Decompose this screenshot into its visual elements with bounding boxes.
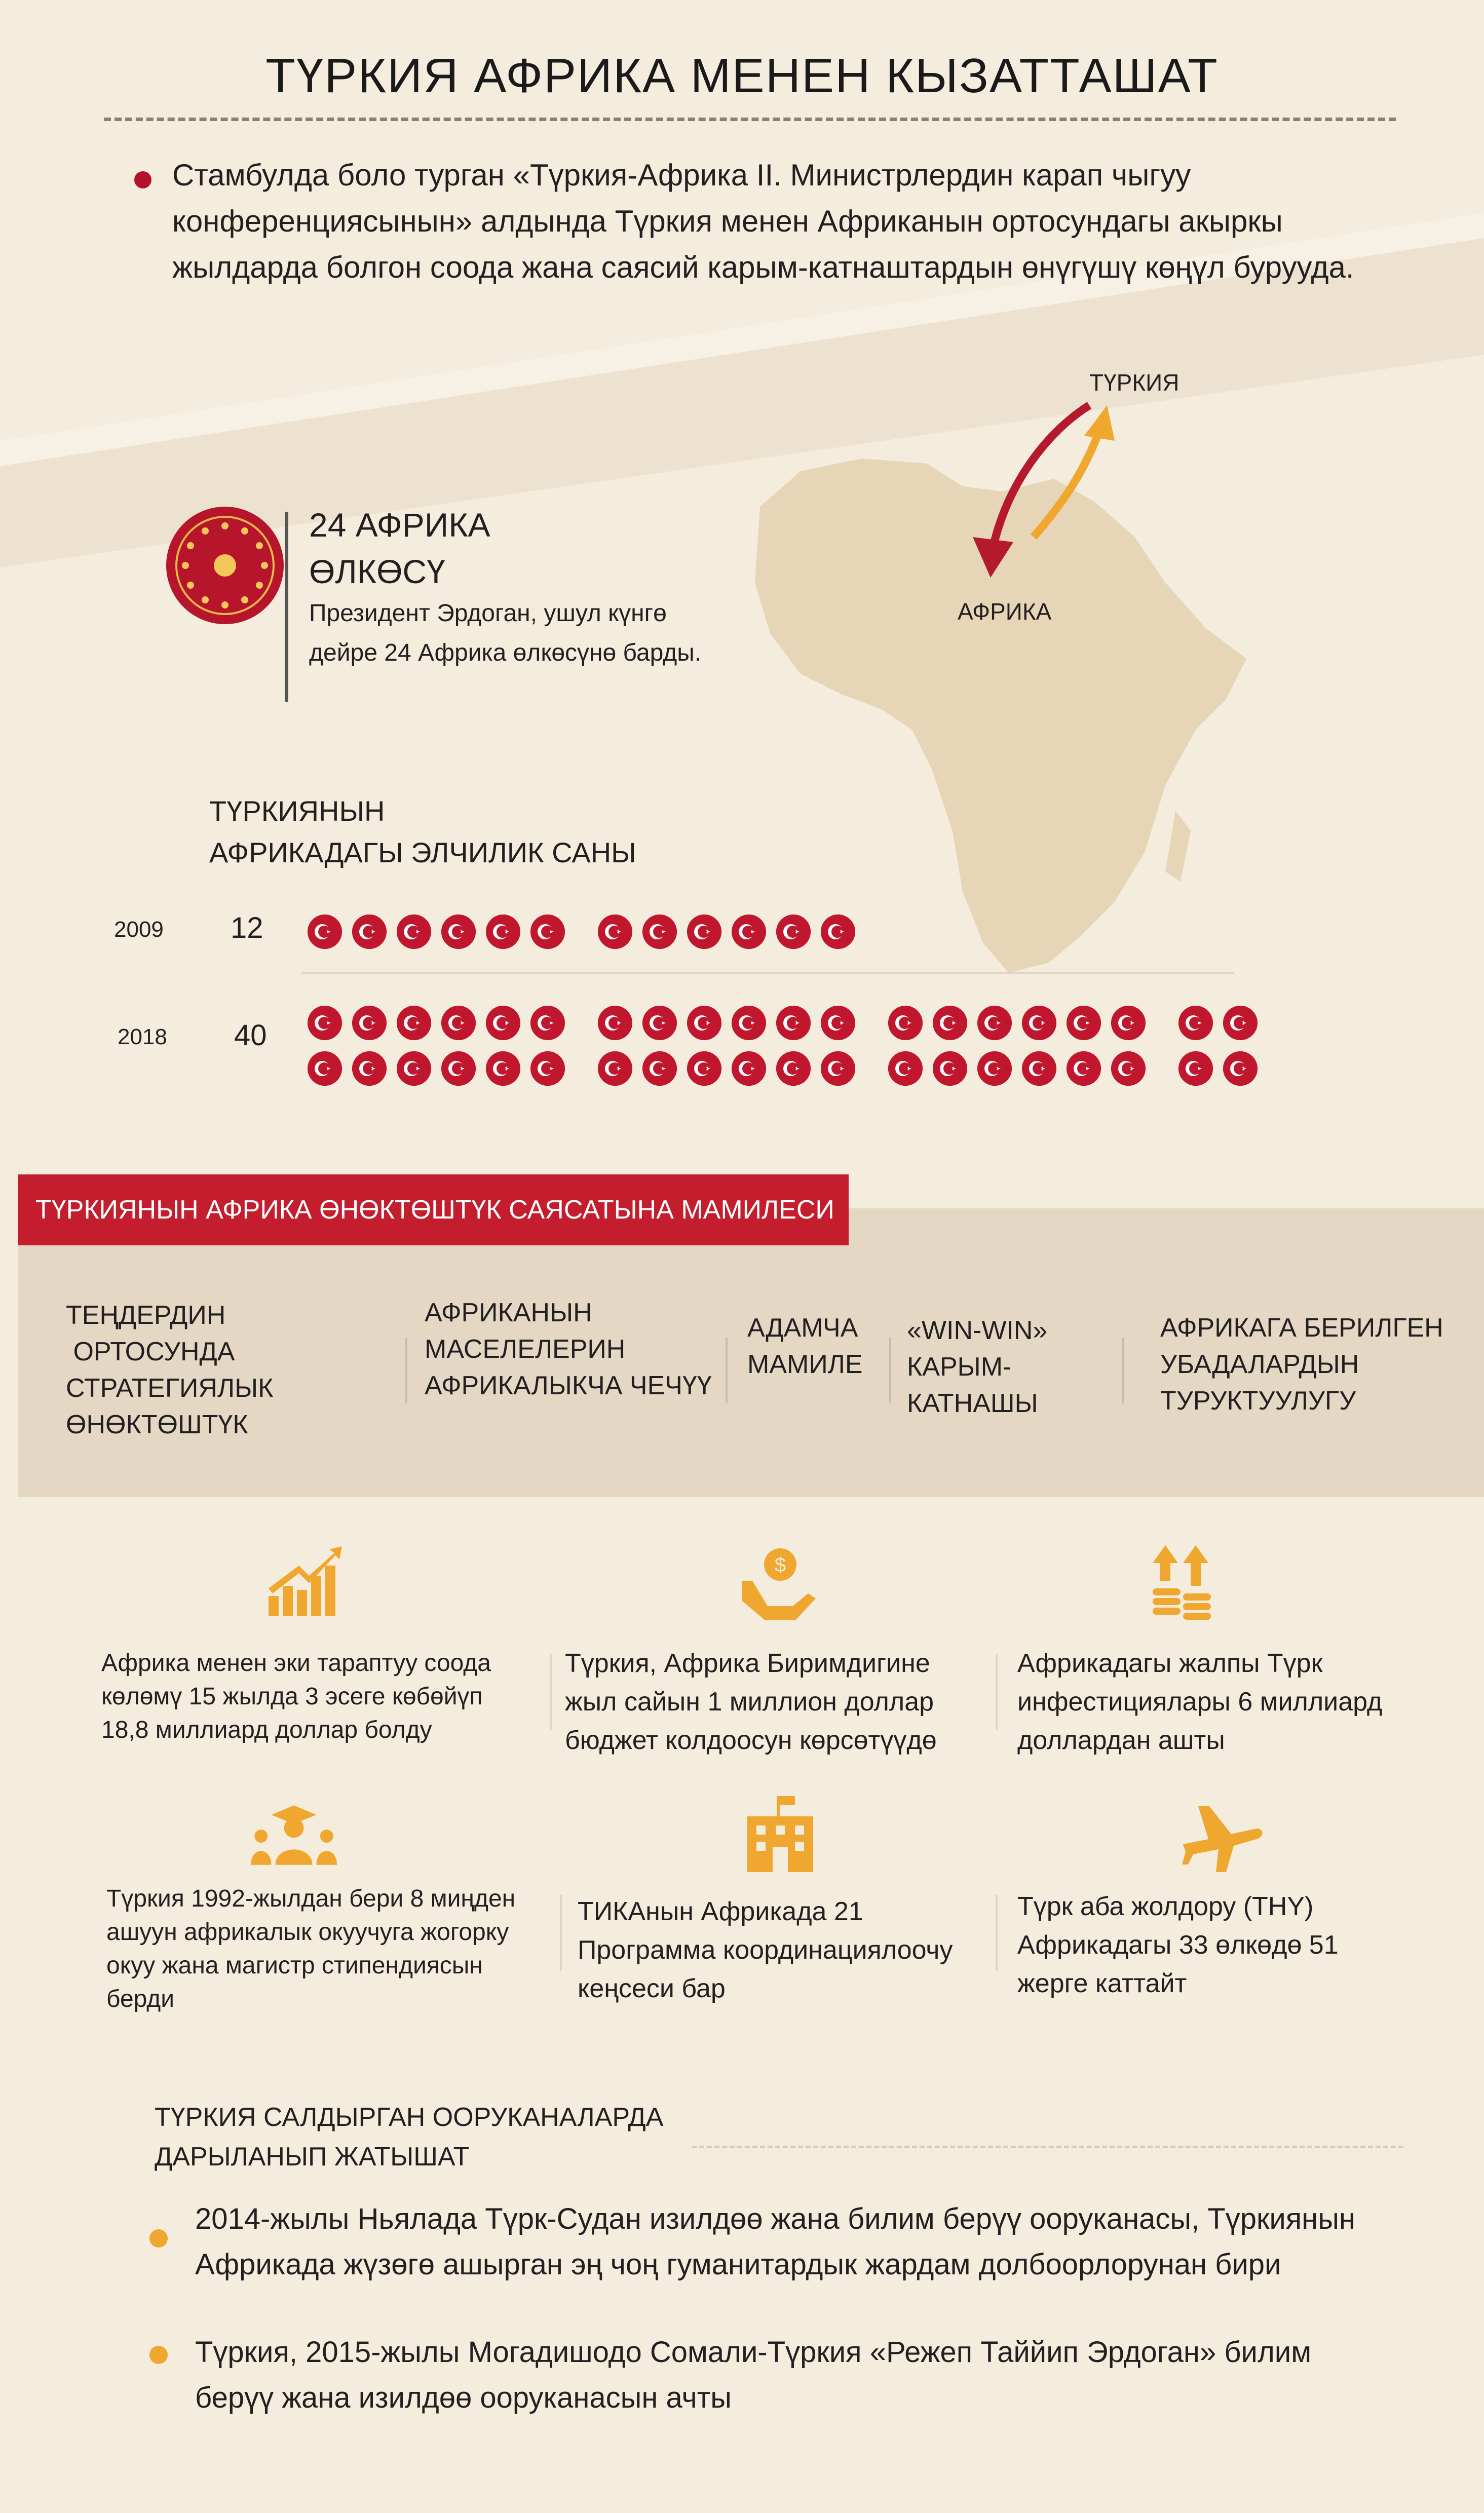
turkey-flag-icon — [888, 1051, 923, 1086]
hospitals-title-line2: ДАРЫЛАНЫП ЖАТЫШАТ — [155, 2142, 470, 2172]
turkey-flag-icon — [352, 1006, 387, 1040]
principle-separator — [726, 1338, 728, 1403]
hospital-item-2 — [195, 2330, 1311, 2421]
airplane-icon — [1178, 1796, 1264, 1872]
turkey-flag-icon — [1178, 1051, 1213, 1086]
hospitals-divider — [692, 2146, 1403, 2148]
count-2018: 40 — [234, 1019, 267, 1052]
fact-investment-line2: инфестициялары 6 миллиард — [1017, 1687, 1383, 1717]
fact-tika-line1: ТИКАнын Африкада 21 — [578, 1897, 863, 1926]
turkey-flag-icon — [687, 1051, 721, 1086]
principle-2-line3: АФРИКАЛЫКЧА ЧЕЧҮҮ — [425, 1371, 712, 1400]
turkey-flag-icon — [977, 1006, 1012, 1040]
turkey-flag-icon — [1067, 1051, 1101, 1086]
turkey-flag-icon — [397, 1006, 431, 1040]
principle-5-line2: УБАДАЛАРДЫН — [1160, 1350, 1359, 1379]
principle-1-line1: ТЕҢДЕРДИН — [66, 1301, 226, 1330]
principle-2-line2: МАСЕЛЕЛЕРИН — [425, 1335, 626, 1364]
fact-separator — [996, 1895, 998, 1971]
money-hand-icon — [737, 1545, 823, 1621]
fact-scholarship-line3: окуу жана магистр стипендиясын — [106, 1952, 483, 1979]
principle-4-line2: КАРЫМ- — [907, 1352, 1012, 1382]
intro-text: Стамбулда боло турган «Түркия-Африка II. Министрлердин карап чыгуу конференциясынын» алдында Түркия менен Африканын ортосундагы акыркы жылдарда болгон соода жана саясий карым-катнаштардын өнүгүшү көңүл буруудa. — [172, 158, 1354, 284]
divider-bar — [285, 512, 288, 702]
hospital-item-1-line2: Африкада жүзөгө ашырган эң чоң гуманитардык жардам долбоорлорунан бири — [195, 2248, 1281, 2281]
turkey-flag-icon — [821, 915, 855, 949]
turkey-flag-icon — [1067, 1006, 1101, 1040]
policy-banner: ТҮРКИЯНЫН АФРИКА ӨНӨКТӨШТҮК САЯСАТЫНА МАМИЛЕСИ — [18, 1174, 849, 1245]
office-building-icon — [737, 1796, 823, 1872]
embassies-title-line1: ТҮРКИЯНЫН — [209, 795, 385, 827]
turkey-flag-icon — [352, 1051, 387, 1086]
turkey-flag-icon — [1022, 1051, 1056, 1086]
principle-5 — [1160, 1310, 1443, 1419]
turkey-flag-icon — [530, 1051, 565, 1086]
fact-tika — [578, 1892, 953, 2008]
turkey-flag-icon — [821, 1006, 855, 1040]
countries-headline-line1: 24 АФРИКА — [309, 506, 490, 544]
principle-1 — [66, 1297, 273, 1443]
growth-chart-icon — [258, 1545, 345, 1621]
year-2018: 2018 — [118, 1024, 167, 1049]
countries-desc-line1: Президент Эрдоган, ушул күнгө — [309, 600, 667, 627]
fact-investment-line3: доллардан ашты — [1017, 1726, 1225, 1755]
year-2009: 2009 — [114, 917, 164, 942]
fact-separator — [996, 1654, 998, 1730]
fact-trade-line2: көлөмү 15 жылда 3 эсеге көбөйүп — [101, 1683, 483, 1710]
principle-4-line1: «WIN-WIN» — [907, 1316, 1048, 1345]
turkey-flag-icon — [598, 1051, 632, 1086]
countries-headline — [309, 502, 490, 595]
principle-1-line3: СТРАТЕГИЯЛЫК — [66, 1374, 274, 1403]
fact-trade-line1: Африка менен эки тараптуу соода — [101, 1650, 491, 1677]
turkey-flag-icon — [732, 915, 766, 949]
fact-scholarship-line4: берди — [106, 1986, 175, 2012]
fact-scholarship — [106, 1882, 515, 2016]
turkey-flag-icon — [441, 915, 476, 949]
principle-3-line1: АДАМЧА — [747, 1313, 858, 1343]
hospitals-title — [155, 2098, 663, 2177]
countries-description — [309, 594, 795, 673]
fact-thy-line3: жерге каттайт — [1017, 1969, 1187, 1998]
turkey-flag-icon — [486, 1051, 520, 1086]
embassies-title — [209, 790, 636, 873]
turkey-flag-icon — [642, 1006, 677, 1040]
turkey-flag-icon — [441, 1051, 476, 1086]
principle-3 — [747, 1310, 863, 1383]
turkey-flag-icon — [888, 1006, 923, 1040]
turkey-flag-icon — [1022, 1006, 1056, 1040]
turkey-flag-icon — [397, 1051, 431, 1086]
turkey-flag-icon — [397, 915, 431, 949]
fact-trade — [101, 1647, 491, 1747]
embassy-row-divider — [301, 972, 1234, 974]
hospital-item-2-line2: берүү жана изилдөө ооруканасын ачты — [195, 2381, 732, 2414]
turkey-flag-icon — [776, 1006, 811, 1040]
fact-thy — [1017, 1887, 1339, 2003]
principle-separator — [405, 1338, 407, 1403]
turkey-flag-icon — [687, 915, 721, 949]
principle-4 — [907, 1312, 1047, 1422]
bullet-icon — [149, 2229, 168, 2248]
fact-separator — [560, 1895, 562, 1971]
fact-thy-line2: Африкадагы 33 өлкөдө 51 — [1017, 1930, 1339, 1960]
turkey-flag-icon — [977, 1051, 1012, 1086]
turkey-flag-icon — [687, 1006, 721, 1040]
coins-investment-icon — [1137, 1545, 1224, 1621]
fact-tika-line3: кеңсеси бар — [578, 1974, 726, 2003]
turkey-flag-icon — [821, 1051, 855, 1086]
principle-5-line3: ТУРУКТУУЛУГУ — [1160, 1386, 1356, 1416]
principle-2 — [425, 1294, 712, 1404]
fact-separator — [550, 1654, 552, 1730]
turkey-flag-icon — [933, 1006, 967, 1040]
countries-desc-line2: дейре 24 Африка өлкөсүнө барды. — [309, 639, 702, 666]
turkey-flag-icon — [441, 1006, 476, 1040]
label-africa: АФРИКА — [958, 598, 1052, 625]
turkey-flag-icon — [1178, 1006, 1213, 1040]
graduate-students-icon — [251, 1796, 337, 1872]
fact-budget-line3: бюджет колдоосун көрсөтүүдө — [565, 1726, 937, 1755]
turkey-flag-icon — [530, 1006, 565, 1040]
fact-thy-line1: Түрк аба жолдору (THY) — [1017, 1892, 1314, 1921]
hospitals-title-line1: ТҮРКИЯ САЛДЫРГАН ООРУКАНАЛАРДА — [155, 2103, 664, 2132]
turkey-flag-icon — [933, 1051, 967, 1086]
fact-tika-line2: Программа координациялоочу — [578, 1935, 953, 1965]
principle-1-line4: ӨНӨКТӨШТҮК — [66, 1410, 248, 1439]
label-turkey: ТҮРКИЯ — [1089, 369, 1179, 396]
embassies-title-line2: АФРИКАДАГЫ ЭЛЧИЛИК САНЫ — [209, 836, 636, 868]
turkey-flag-icon — [352, 915, 387, 949]
turkey-flag-icon — [1223, 1006, 1258, 1040]
turkey-flag-icon — [308, 915, 342, 949]
turkey-flag-icon — [732, 1006, 766, 1040]
turkey-flag-icon — [732, 1051, 766, 1086]
page-title: ТҮРКИЯ АФРИКА МЕНЕН КЫЗАТТАШАТ — [265, 49, 1219, 103]
turkey-flag-icon — [642, 915, 677, 949]
fact-scholarship-line2: ашуун африкалык окуучуга жогорку — [106, 1919, 509, 1946]
presidential-seal-icon — [166, 507, 284, 624]
fact-investment — [1017, 1644, 1382, 1760]
principle-3-line2: МАМИЛЕ — [747, 1350, 863, 1379]
hospital-item-1-line1: 2014-жылы Ньялада Түрк-Судан изилдөө жана билим берүү ооруканасы, Түркиянын — [195, 2202, 1355, 2235]
principle-4-line3: КАТНАШЫ — [907, 1389, 1038, 1418]
turkey-flag-icon — [642, 1051, 677, 1086]
bullet-icon — [134, 171, 151, 188]
turkey-flag-icon — [530, 915, 565, 949]
principle-5-line1: АФРИКАГА БЕРИЛГЕН — [1160, 1313, 1443, 1343]
turkey-flag-icon — [598, 1006, 632, 1040]
principle-separator — [1122, 1338, 1124, 1403]
turkey-flag-icon — [486, 1006, 520, 1040]
fact-investment-line1: Африкадагы жалпы Түрк — [1017, 1649, 1323, 1678]
title-divider — [104, 118, 1396, 121]
trade-arrows — [963, 385, 1165, 598]
fact-scholarship-line1: Түркия 1992-жылдан бери 8 миңден — [106, 1885, 516, 1912]
svg-text:$: $ — [774, 1554, 786, 1576]
fact-trade-line3: 18,8 миллиард доллар болду — [101, 1717, 432, 1743]
turkey-flag-icon — [1111, 1051, 1146, 1086]
turkey-flag-icon — [1223, 1051, 1258, 1086]
turkey-flag-icon — [486, 915, 520, 949]
principle-1-line2: ОРТОСУНДА — [66, 1337, 235, 1366]
turkey-flag-icon — [776, 915, 811, 949]
turkey-flag-icon — [1111, 1006, 1146, 1040]
turkey-flag-icon — [776, 1051, 811, 1086]
principle-2-line1: АФРИКАНЫН — [425, 1298, 592, 1327]
count-2009: 12 — [231, 911, 263, 944]
bullet-icon — [149, 2346, 168, 2364]
principle-separator — [889, 1338, 891, 1403]
turkey-flag-icon — [598, 915, 632, 949]
hospital-item-1 — [195, 2196, 1355, 2288]
fact-budget-line1: Түркия, Африка Биримдигине — [565, 1649, 930, 1678]
turkey-flag-icon — [308, 1051, 342, 1086]
countries-headline-line2: ӨЛКӨСҮ — [309, 553, 445, 590]
fact-budget — [565, 1644, 937, 1760]
turkey-flag-icon — [308, 1006, 342, 1040]
fact-budget-line2: жыл сайын 1 миллион доллар — [565, 1687, 934, 1717]
hospital-item-2-line1: Түркия, 2015-жылы Могадишодо Сомали-Түркия «Режеп Таййип Эрдоган» билим — [195, 2336, 1312, 2369]
